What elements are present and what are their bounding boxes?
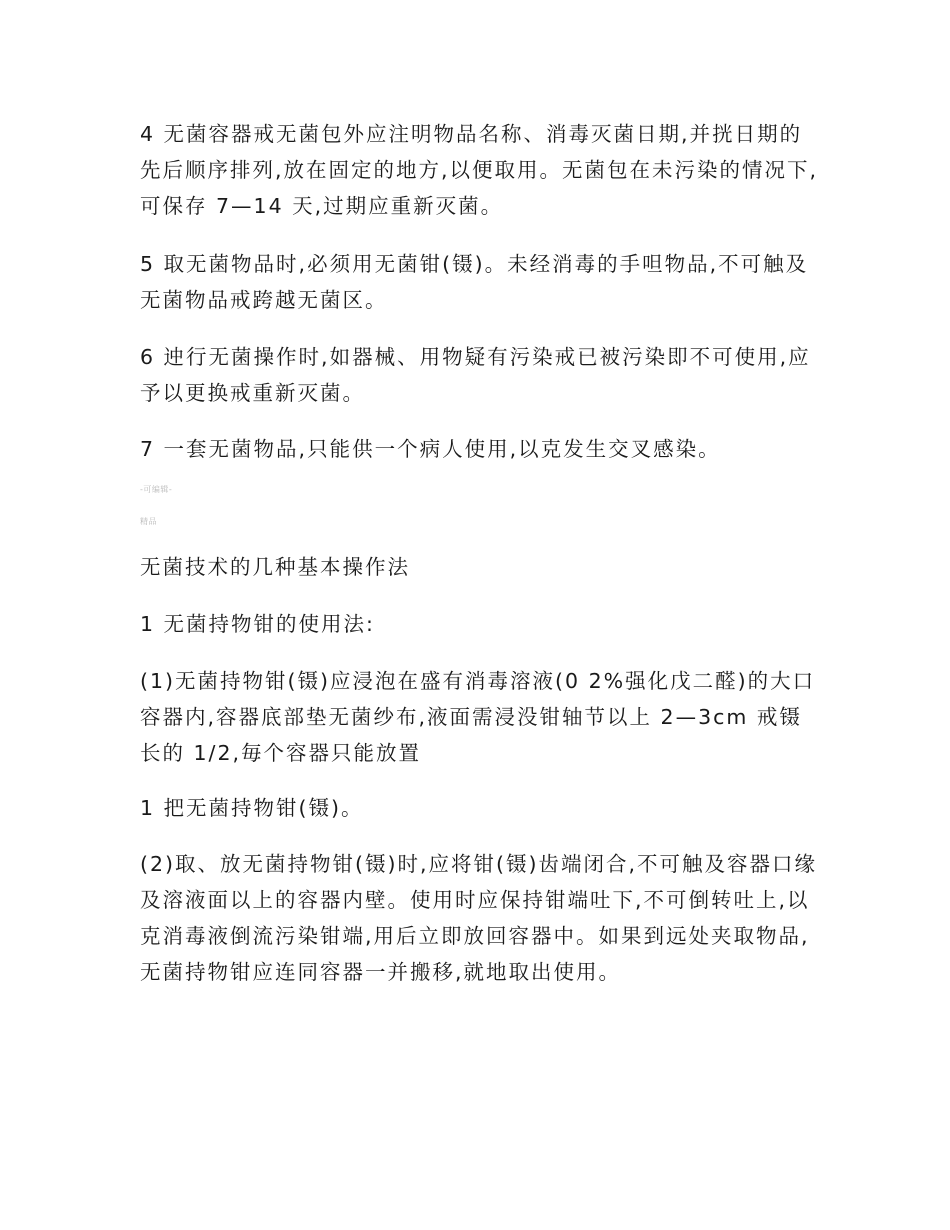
section-subheading: 1 无菌持物钳的使用法: — [140, 612, 375, 636]
editable-footnote: -可编辑- — [140, 485, 173, 494]
item-1-continuation: 1 把无菌持物钳(镊)。 — [140, 796, 364, 820]
paragraph-rule-6: 6 迚行无菌操作时,如器械、用物疑有污染戒已被污染即不可使用,应予以更换戒重新灭菌。 — [140, 345, 811, 405]
paragraph-rule-7: 7 一套无菌物品,只能供一个病人使用,以克发生交叉感染。 — [140, 437, 721, 461]
quality-footnote: 精品 — [140, 517, 157, 526]
item-1-paragraph: (1)无菌持物钳(镊)应浸泡在盛有消毒溶液(0 2%强化戊二醛)的大口容器内,容器底部垫无菌纱布,液面需浸没钳轴节以上 2—3cm 戒镊长的 1/2,毎个容器只能放置 — [140, 669, 816, 765]
paragraph-rule-4: 4 无菌容器戒无菌包外应注明物品名称、消毒灭菌日期,并挄日期的先后顺序排列,放在固定的地方,以便取用。无菌包在未污染的情况下,可保存 7—14 天,过期应重新灭菌。 — [140, 122, 819, 218]
paragraph-rule-5: 5 取无菌物品时,必须用无菌钳(镊)。未经消毒的手呾物品,不可触及无菌物品戒跨越无菌区。 — [140, 252, 809, 312]
section-heading: 无菌技术的几种基本操作法 — [140, 555, 410, 579]
item-2-paragraph: (2)取、放无菌持物钳(镊)时,应将钳(镊)齿端闭合,不可触及容器口缘及溶液面以上的容器内壁。使用时应保持钳端吐下,不可倒转吐上,以克消毒液倒流污染钳端,用后立即放回容器中。如果到远处夹取物品,无菌持物钳应连同容器一并搬移,就地取出使用。 — [140, 852, 818, 984]
